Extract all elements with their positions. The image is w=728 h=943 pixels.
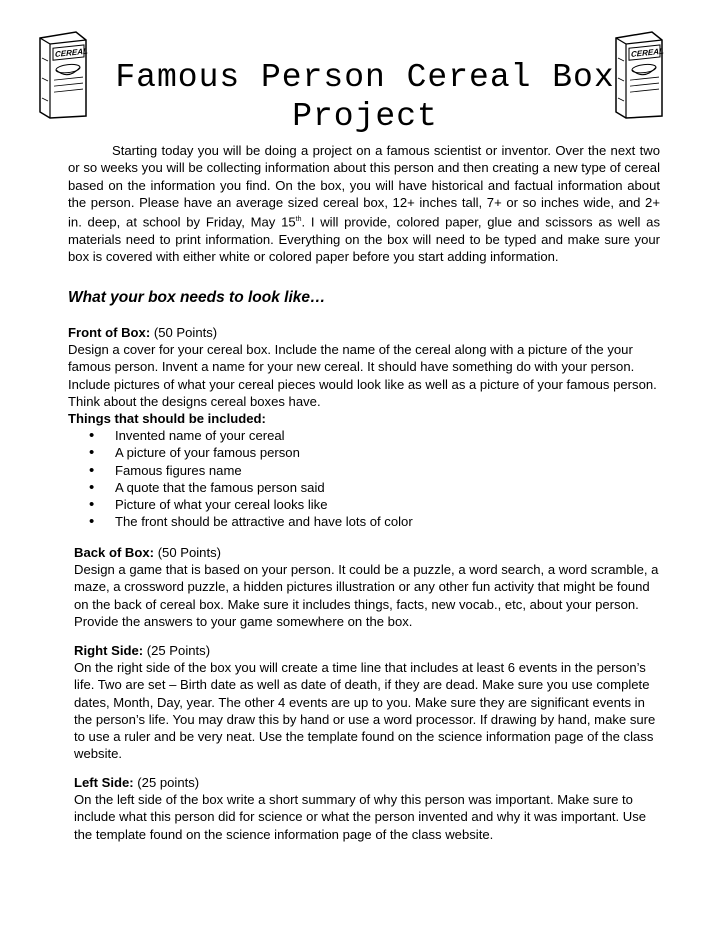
front-of-box-section (68, 324, 658, 530)
list-item: • Invented name of your cereal (68, 427, 658, 444)
things-included-label: Things that should be included: (68, 411, 266, 427)
front-description: Design a cover for your cereal box. Include the name of the cereal along with a picture of the your famous person. Invent a name for your new cereal. It should have something do with your person. Include pictures of what your cereal pieces would look like as well as a picture of your famous person. Think about the designs cereal boxes have. (68, 342, 657, 409)
list-item: • The front should be attractive and have lots of color (68, 513, 658, 530)
intro-paragraph (68, 142, 660, 265)
list-item: • Picture of what your cereal looks like (68, 496, 658, 513)
front-label: Front of Box: (68, 325, 151, 340)
back-points: (50 Points) (157, 545, 222, 560)
left-label: Left Side: (74, 775, 134, 790)
date-suffix: th (295, 216, 302, 224)
left-points: (25 points) (137, 775, 200, 790)
list-item: • A picture of your famous person (68, 444, 658, 461)
section-heading: What your box needs to look like… (68, 289, 326, 306)
intro-text: Starting today you will be doing a project on a famous scientist or inventor. Over the next two or so weeks you will be collecting information about this person and then creating a new type of cereal based on the information you find. On the box, you will have historical and factual information about the person. Please have an average sized cereal box, 12+ inches tall, 7+ or so inches wide, and 2+ in. deep, at school by Friday, May 15 (68, 143, 660, 230)
right-description: On the right side of the box you will create a time line that includes at least 6 events in the person’s life. Two are set – Birth date as well as date of death, if they are dead. Make sure you use complete dates, Month, Day, year. The other 4 events are up to you. Make sure they are significant events in the person’s life. You may draw this by hand or use a word processor. If drawing by hand, make sure to use a ruler and be very neat. Use the template found on the science information page of the class website. (74, 660, 656, 762)
list-item: • A quote that the famous person said (68, 479, 658, 496)
included-items-list (68, 427, 658, 530)
right-side-section (74, 642, 664, 762)
page-title: Famous Person Cereal Box Project (115, 59, 615, 135)
cereal-logo-text: CEREAL (55, 46, 88, 59)
left-side-section (74, 774, 664, 843)
back-of-box-section (74, 544, 664, 630)
right-label: Right Side: (74, 643, 144, 658)
list-item: • Famous figures name (68, 462, 658, 479)
back-description: Design a game that is based on your person. It could be a puzzle, a word search, a word scramble, a maze, a crossword puzzle, a hidden pictures illustration or any other fun activity that might be found on the back of cereal box. Make sure it includes things, facts, new vocab., etc, about your person. Provide the answers to your game somewhere on the box. (74, 562, 659, 629)
front-points: (50 Points) (153, 325, 218, 340)
back-label: Back of Box: (74, 545, 155, 560)
left-description: On the left side of the box write a short summary of why this person was important. Make sure to include what this person did for science or what the person invented and why it was important. Use the template found on the science information page of the class website. (74, 792, 647, 842)
right-points: (25 Points) (146, 643, 211, 658)
intro-text-continued: . I will provide, colored paper, glue and scissors as well as materials need to print information. Everything on the box will need to be typed and make sure your box is covered with either white or colored paper before you start adding information. (68, 214, 660, 265)
cereal-logo-text: CEREAL (631, 46, 664, 59)
